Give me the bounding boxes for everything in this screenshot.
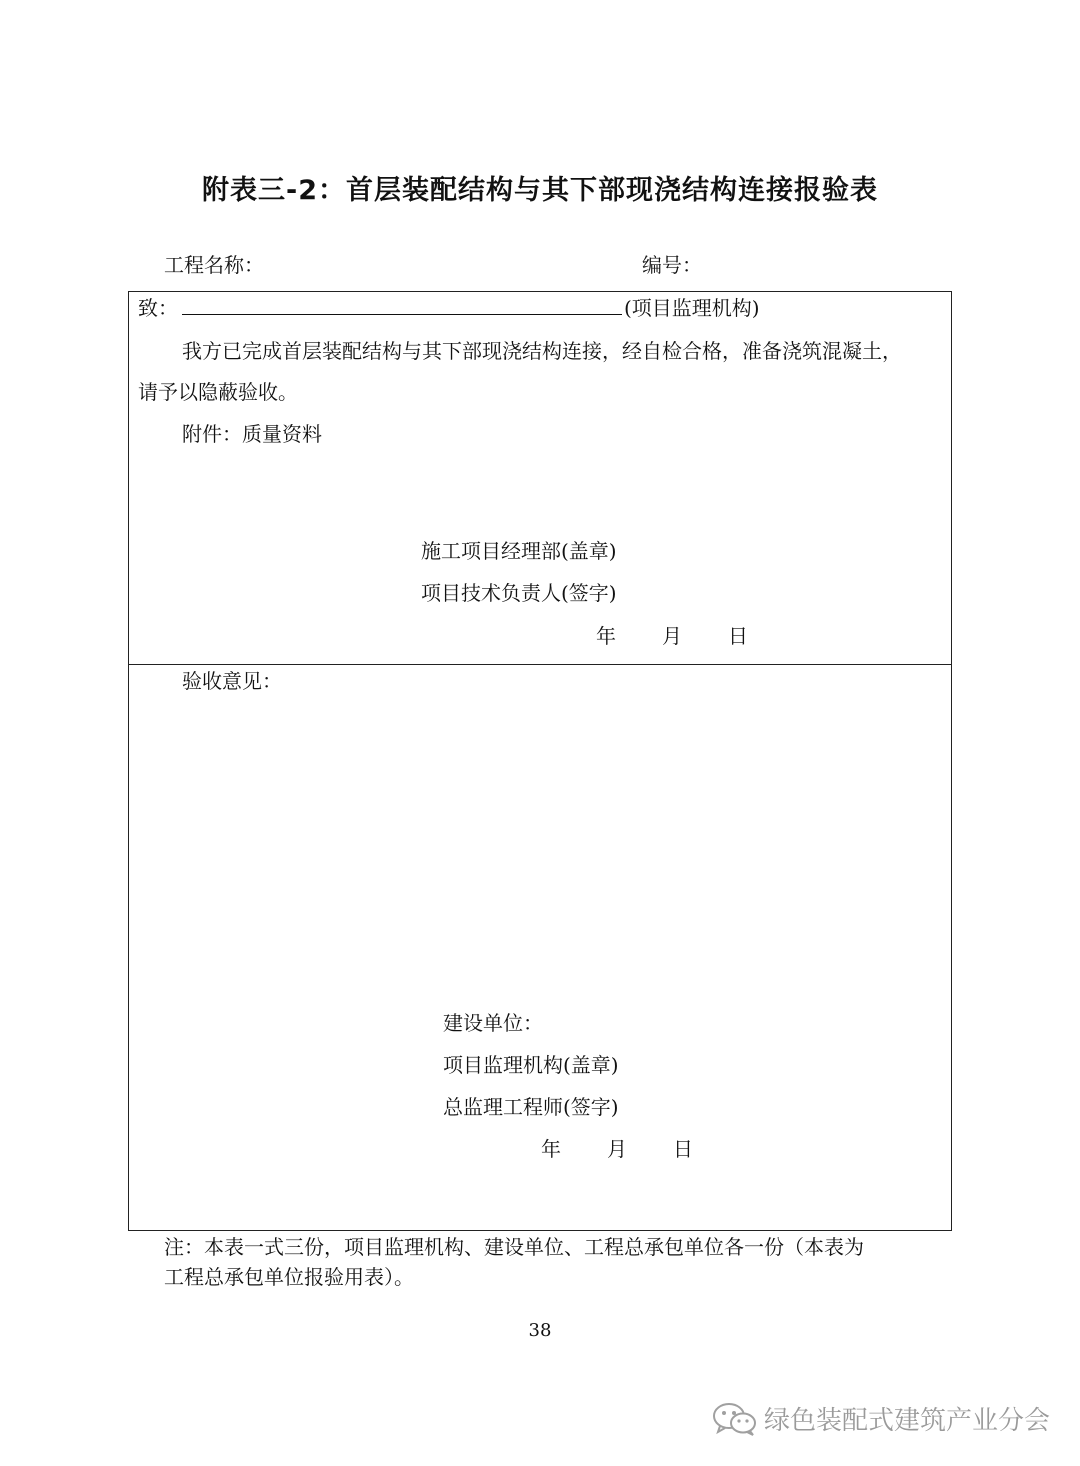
number-label: 编号： [642,253,702,277]
sign-person: 项目技术负责人(签字) [421,581,617,605]
addressee-blank [182,294,622,315]
wechat-icon [712,1401,758,1437]
sign-chief: 总监理工程师(签字) [443,1095,619,1119]
acceptance-section [128,664,952,1231]
date-month-2: 月 [607,1137,627,1161]
sign-dept: 施工项目经理部(盖章) [421,539,617,563]
attachment-line: 附件：质量资料 [182,422,322,446]
date-day: 日 [728,624,748,648]
date-month: 月 [662,624,682,648]
date-year: 年 [596,624,616,648]
note-line-2: 工程总承包单位报验用表）。 [164,1265,414,1289]
body-line-2: 请予以隐蔽验收。 [138,380,298,404]
date-day-2: 日 [673,1137,693,1161]
page-title: 附表三-2：首层装配结构与其下部现浇结构连接报验表 [202,175,878,206]
date-year-2: 年 [541,1137,561,1161]
sign-unit: 建设单位： [443,1011,543,1035]
page-number: 38 [528,1320,552,1341]
body-line-1: 我方已完成首层装配结构与其下部现浇结构连接，经自检合格，准备浇筑混凝土， [182,339,902,363]
project-name-label: 工程名称： [164,253,264,277]
to-label: 致： [138,296,178,320]
sign-org: 项目监理机构(盖章) [443,1053,619,1077]
opinion-label: 验收意见： [182,669,282,693]
addressee-line [138,294,760,322]
watermark [712,1400,1050,1437]
watermark-text: 绿色装配式建筑产业分会 [763,1406,1050,1436]
to-suffix: (项目监理机构) [624,296,760,320]
note-line-1: 注：本表一式三份，项目监理机构、建设单位、工程总承包单位各一份（本表为 [164,1235,864,1259]
